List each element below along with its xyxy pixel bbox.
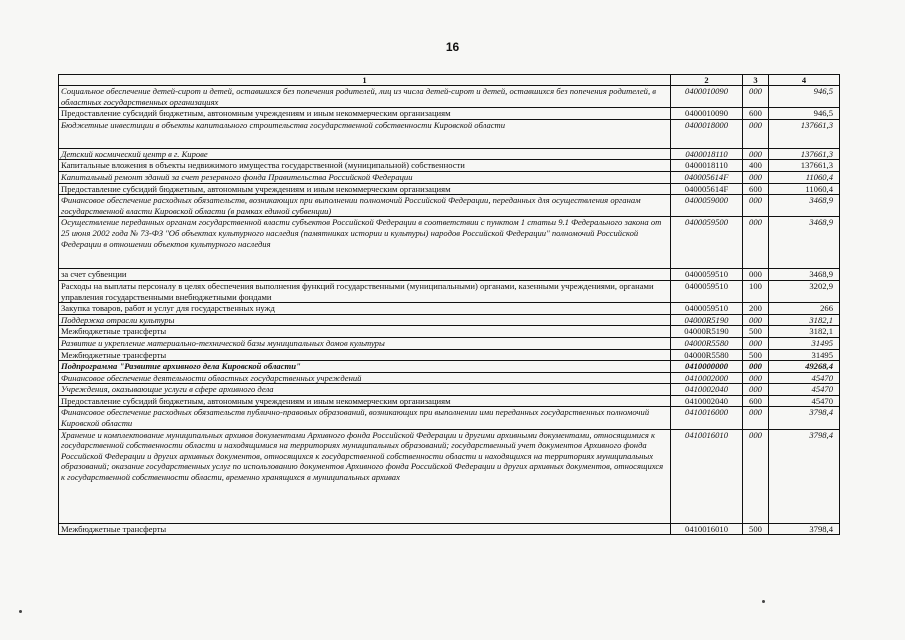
row-target-code: 0400018110 (671, 148, 743, 160)
row-description: Подпрограмма "Развитие архивного дела Кировской области" (59, 361, 671, 373)
row-description: Межбюджетные трансферты (59, 326, 671, 338)
table-row (59, 407, 840, 429)
table-row (59, 269, 840, 281)
row-description: Финансовое обеспечение расходных обязательств публично-правовых образований, возникающих при выполнении ими переданных государственных полномочий Кировской области (59, 407, 671, 429)
row-target-code: 0400059510 (671, 303, 743, 315)
row-target-code: 04000R5580 (671, 337, 743, 349)
row-amount: 3798,4 (769, 407, 840, 429)
row-target-code: 04000R5190 (671, 326, 743, 338)
row-target-code: 0410002040 (671, 395, 743, 407)
row-description: Закупка товаров, работ и услуг для государственных нужд (59, 303, 671, 315)
row-amount: 266 (769, 303, 840, 315)
row-description: Предоставление субсидий бюджетным, автономным учреждениям и иным некоммерческим организациям (59, 183, 671, 195)
row-expense-type: 000 (743, 407, 769, 429)
row-description: за счет субвенции (59, 269, 671, 281)
row-target-code: 0400010090 (671, 108, 743, 120)
row-expense-type: 000 (743, 372, 769, 384)
row-target-code: 0410002040 (671, 384, 743, 396)
table-body (59, 86, 840, 535)
table-header-row (59, 75, 840, 86)
row-amount: 3798,4 (769, 523, 840, 535)
table-row (59, 148, 840, 160)
row-expense-type: 500 (743, 349, 769, 361)
row-expense-type: 000 (743, 361, 769, 373)
row-description: Предоставление субсидий бюджетным, автономным учреждениям и иным некоммерческим организациям (59, 395, 671, 407)
table-row (59, 395, 840, 407)
row-description: Расходы на выплаты персоналу в целях обеспечения выполнения функций государственными (муниципальными) органами, казенными учреждениями, органами управления государственными внебюджетными фондами (59, 280, 671, 302)
table-row (59, 361, 840, 373)
scan-speck (19, 610, 22, 613)
row-target-code: 04000R5190 (671, 314, 743, 326)
row-target-code: 040005614F (671, 171, 743, 183)
table-row (59, 217, 840, 269)
row-description: Финансовое обеспечение расходных обязательств, возникающих при выполнении полномочий Российской Федерации, переданных для осуществления органам государственной власти Кировской области (в рамках единой субвенции) (59, 195, 671, 217)
row-amount: 137661,3 (769, 148, 840, 160)
row-target-code: 0400018110 (671, 160, 743, 172)
row-target-code: 040005614F (671, 183, 743, 195)
header-col-2: 2 (671, 75, 743, 86)
page-number: 16 (445, 40, 460, 54)
row-target-code: 0400059000 (671, 195, 743, 217)
row-expense-type: 000 (743, 337, 769, 349)
table-row (59, 429, 840, 523)
row-expense-type: 600 (743, 395, 769, 407)
row-expense-type: 000 (743, 119, 769, 148)
row-expense-type: 000 (743, 384, 769, 396)
row-expense-type: 500 (743, 326, 769, 338)
row-description: Предоставление субсидий бюджетным, автономным учреждениям и иным некоммерческим организациям (59, 108, 671, 120)
row-expense-type: 000 (743, 86, 769, 108)
row-amount: 3182,1 (769, 314, 840, 326)
row-amount: 3468,9 (769, 217, 840, 269)
row-expense-type: 100 (743, 280, 769, 302)
row-amount: 45470 (769, 395, 840, 407)
row-expense-type: 500 (743, 523, 769, 535)
header-col-3: 3 (743, 75, 769, 86)
row-amount: 137661,3 (769, 119, 840, 148)
row-amount: 3798,4 (769, 429, 840, 523)
table-row (59, 119, 840, 148)
row-expense-type: 400 (743, 160, 769, 172)
row-target-code: 0400059500 (671, 217, 743, 269)
row-target-code: 0400059510 (671, 280, 743, 302)
row-expense-type: 600 (743, 183, 769, 195)
table-row (59, 303, 840, 315)
row-expense-type: 000 (743, 429, 769, 523)
row-description: Капитальный ремонт зданий за счет резервного фонда Правительства Российской Федерации (59, 171, 671, 183)
row-amount: 31495 (769, 349, 840, 361)
table-row (59, 86, 840, 108)
row-expense-type: 200 (743, 303, 769, 315)
table-row (59, 183, 840, 195)
row-expense-type: 000 (743, 314, 769, 326)
row-target-code: 0400018000 (671, 119, 743, 148)
row-expense-type: 000 (743, 269, 769, 281)
row-description: Капитальные вложения в объекты недвижимого имущества государственной (муниципальной) собственности (59, 160, 671, 172)
row-description: Финансовое обеспечение деятельности областных государственных учреждений (59, 372, 671, 384)
header-col-4: 4 (769, 75, 840, 86)
row-amount: 3468,9 (769, 195, 840, 217)
table-row (59, 195, 840, 217)
row-description: Бюджетные инвестиции в объекты капитального строительства государственной собственности Кировской области (59, 119, 671, 148)
table-row (59, 384, 840, 396)
row-description: Хранение и комплектование муниципальных архивов документами Архивного фонда Российской Федерации и другими архивными документами, относящимися к государственной собственности области и находящимися на территориях муниципальных образований; государственный учет документов Архивного фонда Российской Федерации и других архивных документов, относящихся к государственной собственности области и находящихся на территориях муниципальных образований; оказание государственных услуг по использованию документов Архивного фонда Российской Федерации и других архивных документов, относящихся к государственной собственности области, временно хранящихся в муниципальных архивах (59, 429, 671, 523)
table-row (59, 523, 840, 535)
table-row (59, 337, 840, 349)
row-amount: 45470 (769, 384, 840, 396)
row-description: Осуществление переданных органам государственной власти субъектов Российской Федерации в соответствии с пунктом 1 статьи 9.1 Федерального закона от 25 июня 2002 года № 73-ФЗ "Об объектах культурного наследия (памятниках истории и культуры) народов Российской Федерации" полномочий Российской Федерации в отношении объектов культурного наследия (59, 217, 671, 269)
row-amount: 31495 (769, 337, 840, 349)
table-row (59, 314, 840, 326)
table-row (59, 349, 840, 361)
row-description: Межбюджетные трансферты (59, 523, 671, 535)
row-description: Межбюджетные трансферты (59, 349, 671, 361)
row-description: Развитие и укрепление материально-технической базы муниципальных домов культуры (59, 337, 671, 349)
row-target-code: 0410016000 (671, 407, 743, 429)
row-expense-type: 600 (743, 108, 769, 120)
header-col-1: 1 (59, 75, 671, 86)
row-description: Детский космический центр в г. Кирове (59, 148, 671, 160)
row-target-code: 0400010090 (671, 86, 743, 108)
row-target-code: 0400059510 (671, 269, 743, 281)
row-amount: 137661,3 (769, 160, 840, 172)
row-description: Поддержка отрасли культуры (59, 314, 671, 326)
scan-speck (762, 600, 765, 603)
row-expense-type: 000 (743, 171, 769, 183)
row-description: Учреждения, оказывающие услуги в сфере архивного дела (59, 384, 671, 396)
row-amount: 946,5 (769, 108, 840, 120)
row-amount: 11060,4 (769, 171, 840, 183)
row-amount: 11060,4 (769, 183, 840, 195)
row-target-code: 0410000000 (671, 361, 743, 373)
row-expense-type: 000 (743, 217, 769, 269)
row-target-code: 04000R5580 (671, 349, 743, 361)
row-expense-type: 000 (743, 195, 769, 217)
table-row (59, 280, 840, 302)
row-expense-type: 000 (743, 148, 769, 160)
table-row (59, 108, 840, 120)
table-row (59, 160, 840, 172)
table-row (59, 171, 840, 183)
budget-table (58, 74, 840, 535)
row-target-code: 0410002000 (671, 372, 743, 384)
table-row (59, 326, 840, 338)
row-amount: 946,5 (769, 86, 840, 108)
row-amount: 3202,9 (769, 280, 840, 302)
row-description: Социальное обеспечение детей-сирот и детей, оставшихся без попечения родителей, лиц из числа детей-сирот и детей, оставшихся без попечения родителей, в областных государственных организациях (59, 86, 671, 108)
row-target-code: 0410016010 (671, 523, 743, 535)
row-amount: 45470 (769, 372, 840, 384)
row-amount: 3182,1 (769, 326, 840, 338)
row-amount: 3468,9 (769, 269, 840, 281)
row-target-code: 0410016010 (671, 429, 743, 523)
table-row (59, 372, 840, 384)
row-amount: 49268,4 (769, 361, 840, 373)
